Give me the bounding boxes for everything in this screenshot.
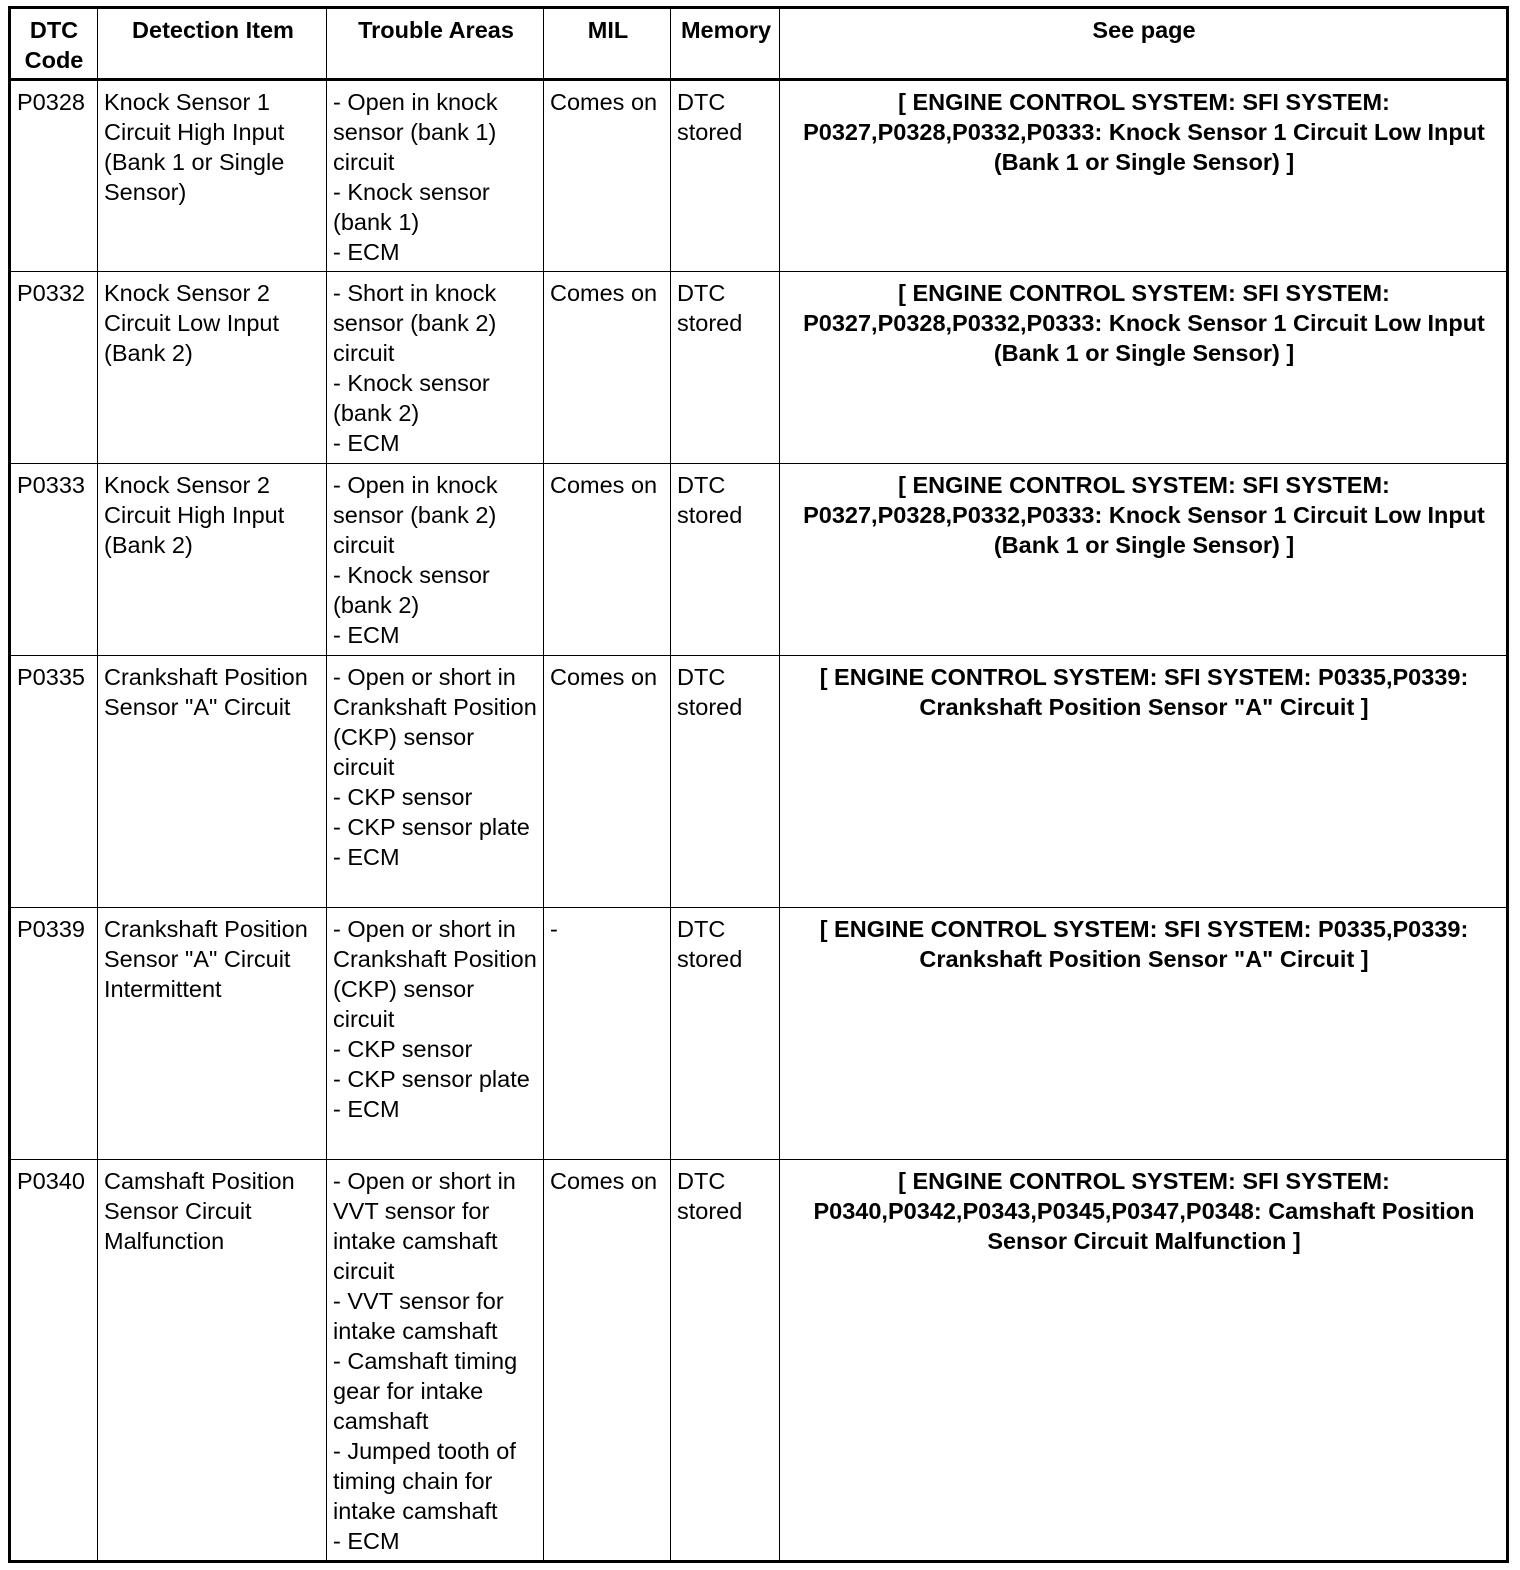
see-page-link[interactable]: [ ENGINE CONTROL SYSTEM: SFI SYSTEM: P0327,P0328,P0332,P0333: Knock Sensor 1 Circuit Low Input (Bank 1 or Single Sensor) ] (803, 472, 1485, 558)
see-page-link[interactable]: [ ENGINE CONTROL SYSTEM: SFI SYSTEM: P0335,P0339: Crankshaft Position Sensor "A" Circuit ] (819, 664, 1469, 720)
header-trouble-areas (327, 8, 544, 80)
detection-item-cell (98, 464, 327, 656)
trouble-area-line: - Jumped tooth of timing chain for intake camshaft (333, 1438, 516, 1524)
see-page-cell (780, 272, 1508, 464)
see-page-link[interactable]: [ ENGINE CONTROL SYSTEM: SFI SYSTEM: P0327,P0328,P0332,P0333: Knock Sensor 1 Circuit Low Input (Bank 1 or Single Sensor) ] (803, 280, 1485, 366)
table-row (10, 1160, 1508, 1562)
dtc-table-sheet (8, 6, 1506, 1563)
header-memory-label: Memory (680, 17, 772, 43)
trouble-area-line: - VVT sensor for intake camshaft (333, 1288, 504, 1344)
trouble-area-line: - ECM (333, 844, 400, 870)
trouble-area-line: - Open in knock sensor (bank 2) circuit (333, 472, 498, 558)
detection-item-cell (98, 1160, 327, 1562)
memory-status: DTC stored (677, 280, 743, 336)
trouble-area-line: - Knock sensor (bank 2) (333, 562, 490, 618)
see-page-cell (780, 1160, 1508, 1562)
memory-status: DTC stored (677, 916, 743, 972)
header-mil (544, 8, 671, 80)
trouble-area-line: - CKP sensor (333, 784, 473, 810)
memory-cell (671, 656, 780, 908)
header-detection-item (98, 8, 327, 80)
dtc-table (8, 6, 1509, 1563)
trouble-area-line: - Open or short in Crankshaft Position (CKP) sensor circuit (333, 664, 537, 780)
table-row (10, 908, 1508, 1160)
trouble-area-line: - Knock sensor (bank 1) (333, 179, 490, 235)
mil-cell (544, 908, 671, 1160)
trouble-area-line: - Open or short in VVT sensor for intake camshaft circuit (333, 1168, 516, 1284)
memory-status: DTC stored (677, 664, 743, 720)
mil-cell (544, 80, 671, 272)
trouble-area-line: - Open in knock sensor (bank 1) circuit (333, 89, 498, 175)
see-page-link[interactable]: [ ENGINE CONTROL SYSTEM: SFI SYSTEM: P0335,P0339: Crankshaft Position Sensor "A" Circuit ] (819, 916, 1469, 972)
detection-item-cell (98, 908, 327, 1160)
mil-cell (544, 464, 671, 656)
memory-status: DTC stored (677, 472, 743, 528)
trouble-area-line: - ECM (333, 622, 400, 648)
see-page-link[interactable]: [ ENGINE CONTROL SYSTEM: SFI SYSTEM: P0340,P0342,P0343,P0345,P0347,P0348: Camshaft Position Sensor Circuit Malfunction ] (813, 1168, 1475, 1254)
trouble-area-line: - Open or short in Crankshaft Position (CKP) sensor circuit (333, 916, 537, 1032)
trouble-areas-cell (327, 80, 544, 272)
dtc-code-cell: P0328 (10, 80, 98, 272)
trouble-area-line: - CKP sensor plate (333, 1066, 530, 1092)
table-row (10, 464, 1508, 656)
header-dtc-code (10, 8, 98, 80)
detection-item-text: Knock Sensor 2 Circuit High Input (Bank 2) (104, 472, 285, 558)
header-dtc-code-label: DTC Code (24, 17, 84, 73)
mil-cell (544, 272, 671, 464)
dtc-table-body (10, 80, 1508, 1562)
trouble-areas-cell (327, 272, 544, 464)
detection-item-cell (98, 656, 327, 908)
mil-status: - (550, 916, 558, 942)
dtc-code-cell: P0332 (10, 272, 98, 464)
memory-cell (671, 908, 780, 1160)
mil-status: Comes on (550, 1168, 658, 1194)
trouble-area-line: - Camshaft timing gear for intake camshaft (333, 1348, 518, 1434)
see-page-cell (780, 80, 1508, 272)
trouble-areas-cell (327, 656, 544, 908)
dtc-code-cell: P0335 (10, 656, 98, 908)
memory-cell (671, 1160, 780, 1562)
detection-item-text: Crankshaft Position Sensor "A" Circuit (104, 664, 308, 720)
dtc-code-cell: P0339 (10, 908, 98, 1160)
table-row (10, 656, 1508, 908)
header-mil-label: MIL (587, 17, 629, 43)
memory-cell (671, 272, 780, 464)
memory-status: DTC stored (677, 89, 743, 145)
detection-item-text: Knock Sensor 1 Circuit High Input (Bank 1 or Single Sensor) (104, 89, 285, 205)
mil-status: Comes on (550, 664, 658, 690)
dtc-code-cell: P0340 (10, 1160, 98, 1562)
dtc-code-cell: P0333 (10, 464, 98, 656)
header-detection-item-label: Detection Item (132, 17, 294, 43)
see-page-cell (780, 908, 1508, 1160)
trouble-area-line: - ECM (333, 1096, 400, 1122)
header-see-page (780, 8, 1508, 80)
header-trouble-areas-label: Trouble Areas (358, 17, 514, 43)
memory-cell (671, 464, 780, 656)
trouble-area-line: - ECM (333, 430, 400, 456)
trouble-area-line: - Knock sensor (bank 2) (333, 370, 490, 426)
trouble-area-line: - ECM (333, 1528, 400, 1554)
mil-status: Comes on (550, 472, 658, 498)
detection-item-text: Crankshaft Position Sensor "A" Circuit Intermittent (104, 916, 308, 1002)
header-see-page-label: See page (1092, 17, 1196, 43)
trouble-areas-cell (327, 1160, 544, 1562)
trouble-areas-cell (327, 908, 544, 1160)
mil-cell (544, 656, 671, 908)
see-page-link[interactable]: [ ENGINE CONTROL SYSTEM: SFI SYSTEM: P0327,P0328,P0332,P0333: Knock Sensor 1 Circuit Low Input (Bank 1 or Single Sensor) ] (803, 89, 1485, 175)
memory-cell (671, 80, 780, 272)
see-page-cell (780, 656, 1508, 908)
trouble-area-line: - ECM (333, 239, 400, 265)
trouble-area-line: - CKP sensor (333, 1036, 473, 1062)
detection-item-cell (98, 80, 327, 272)
table-row (10, 272, 1508, 464)
table-row (10, 80, 1508, 272)
mil-status: Comes on (550, 280, 658, 306)
detection-item-cell (98, 272, 327, 464)
trouble-areas-cell (327, 464, 544, 656)
mil-status: Comes on (550, 89, 658, 115)
memory-status: DTC stored (677, 1168, 743, 1224)
detection-item-text: Camshaft Position Sensor Circuit Malfunction (104, 1168, 295, 1254)
trouble-area-line: - CKP sensor plate (333, 814, 530, 840)
detection-item-text: Knock Sensor 2 Circuit Low Input (Bank 2) (104, 280, 280, 366)
see-page-cell (780, 464, 1508, 656)
mil-cell (544, 1160, 671, 1562)
header-memory (671, 8, 780, 80)
table-header-row (10, 8, 1508, 80)
trouble-area-line: - Short in knock sensor (bank 2) circuit (333, 280, 497, 366)
